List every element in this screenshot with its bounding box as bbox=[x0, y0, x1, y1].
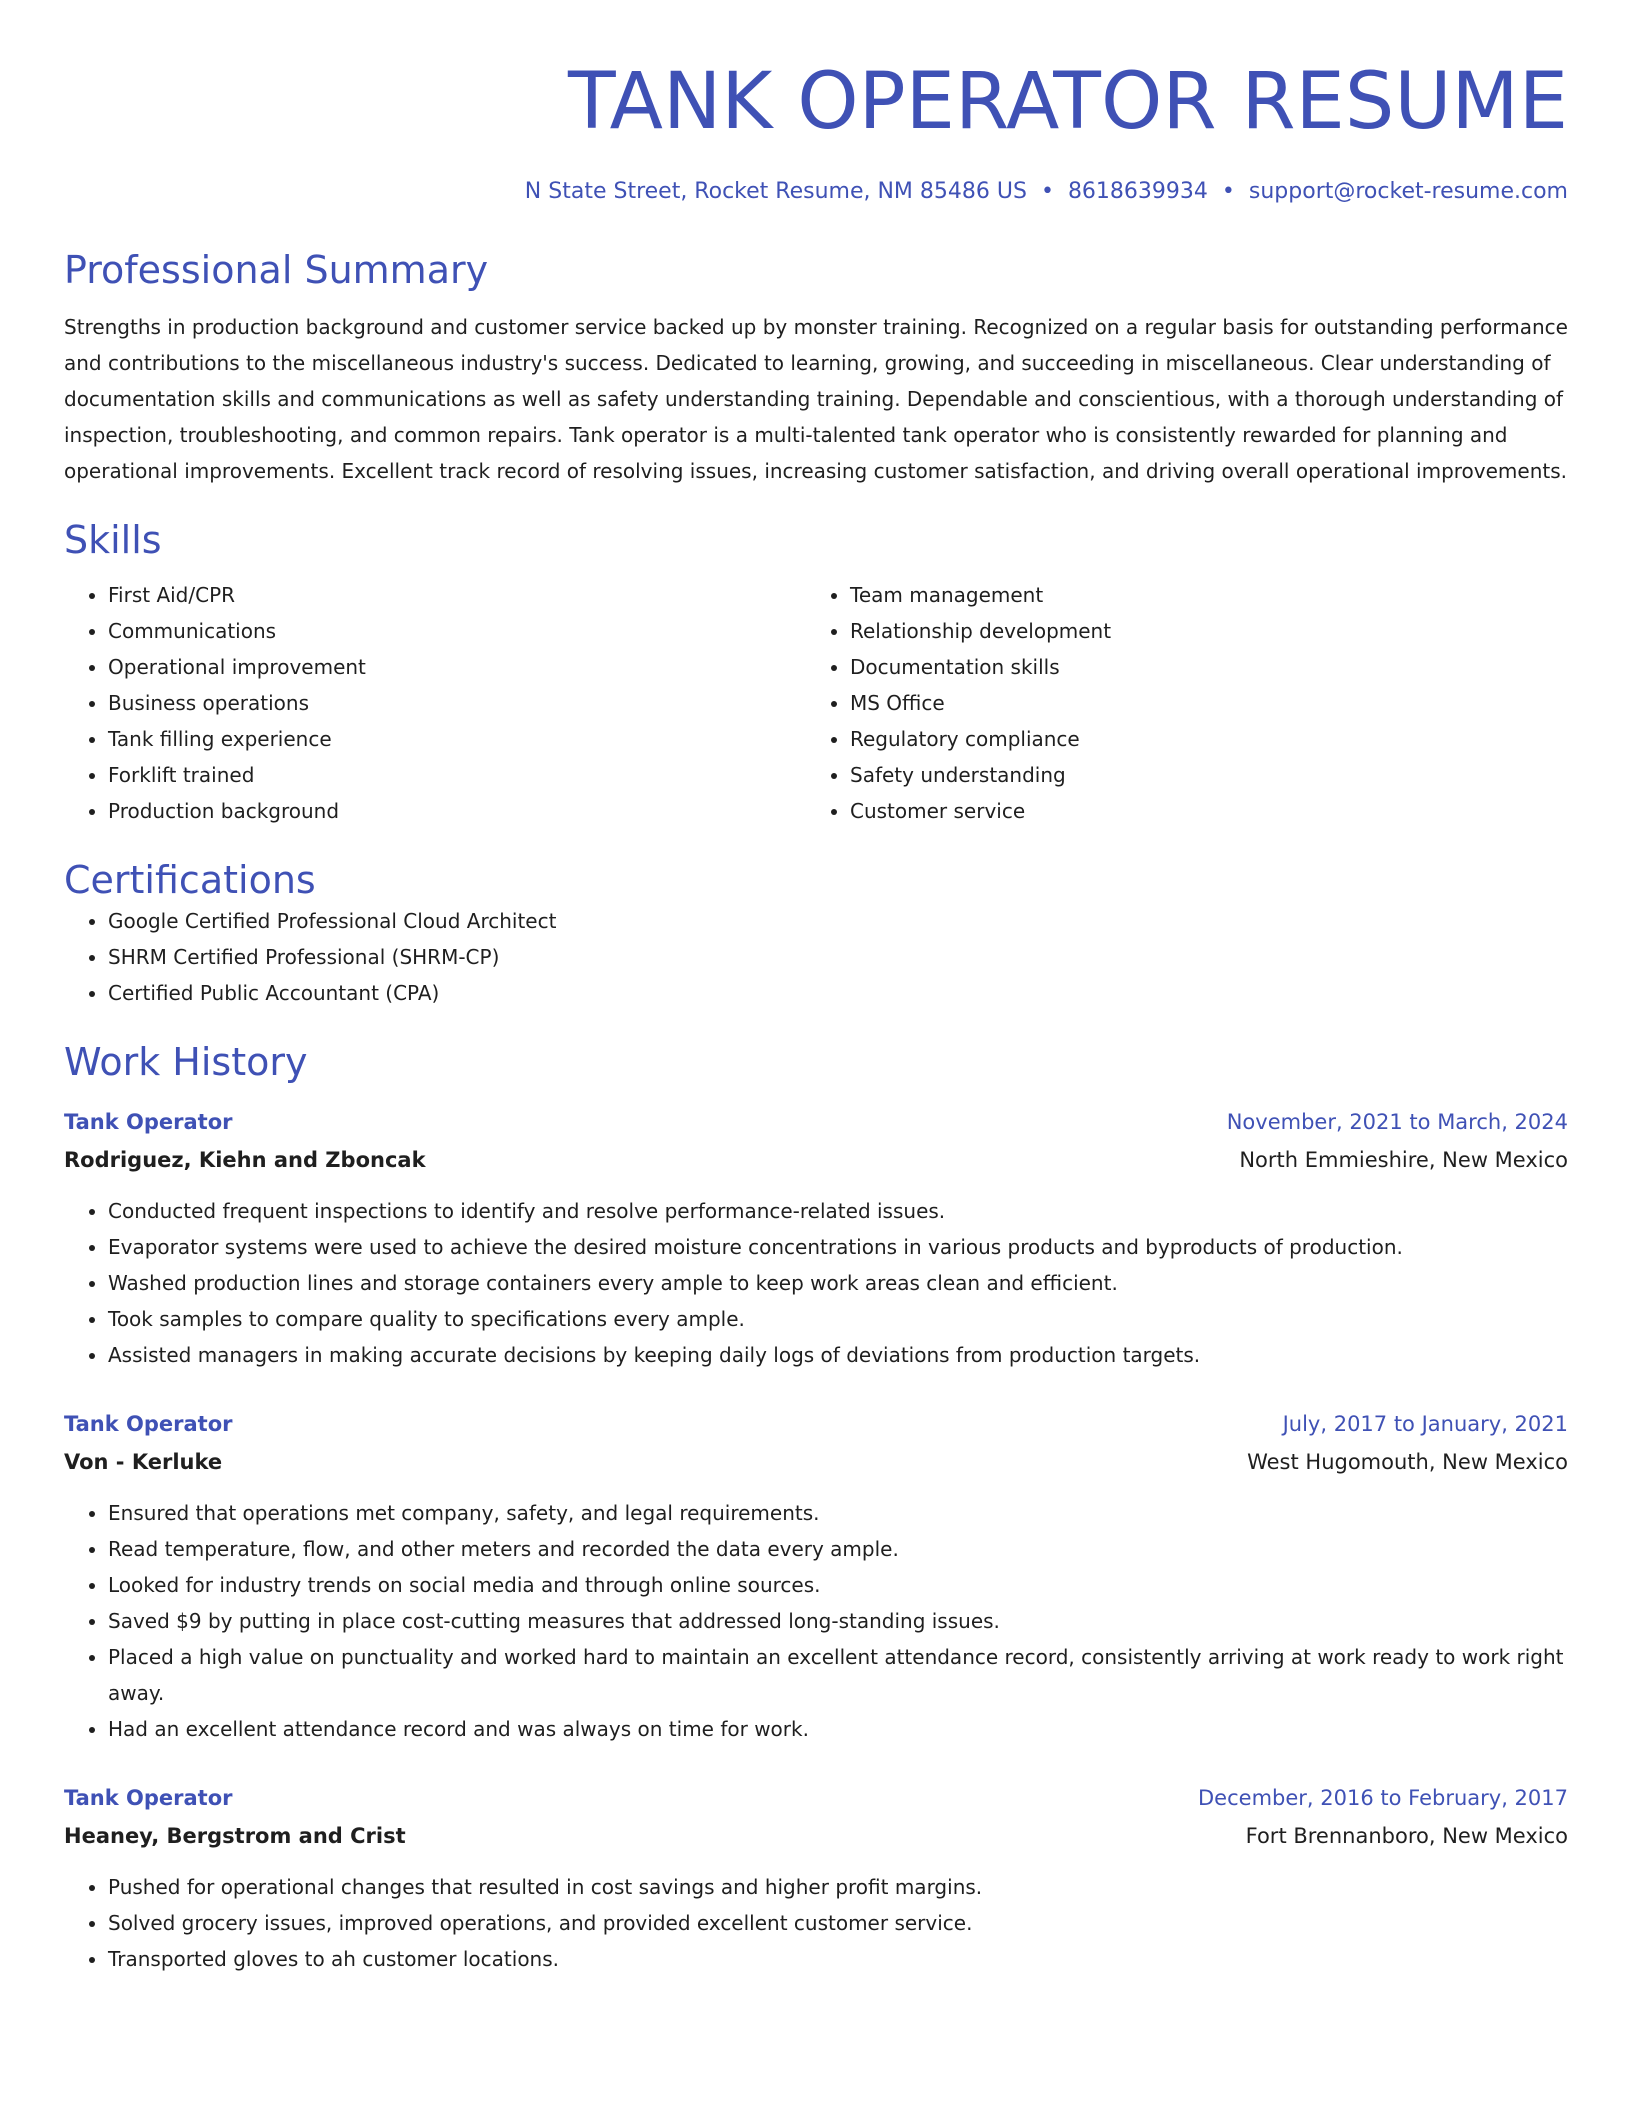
job-company: Heaney, Bergstrom and Crist bbox=[64, 1824, 406, 1848]
job-bullet: • Placed a high value on punctuality and worked hard to maintain an excellent attendance record, consistently arriving at work ready to work right away. bbox=[108, 1639, 1568, 1711]
job-company-row bbox=[64, 1443, 1568, 1481]
job-location: Fort Brennanboro, New Mexico bbox=[1245, 1824, 1568, 1848]
skills-list-right bbox=[806, 577, 1548, 829]
job-bullet: • Conducted frequent inspections to identify and resolve performance-related issues. bbox=[108, 1193, 1568, 1229]
job-bullet: • Saved $9 by putting in place cost-cutting measures that addressed long-standing issues. bbox=[108, 1603, 1568, 1639]
contact-email: support@rocket-resume.com bbox=[1248, 179, 1568, 204]
job-entry bbox=[64, 1405, 1568, 1747]
job-location: West Hugomouth, New Mexico bbox=[1247, 1450, 1568, 1474]
job-dates: December, 2016 to February, 2017 bbox=[1198, 1786, 1568, 1810]
job-bullet: • Transported gloves to ah customer locations. bbox=[108, 1941, 1568, 1977]
certification-item: • Google Certified Professional Cloud Architect bbox=[108, 903, 1568, 939]
job-title: Tank Operator bbox=[64, 1786, 233, 1810]
certification-item: • SHRM Certified Professional (SHRM-CP) bbox=[108, 939, 1568, 975]
certification-item: • Certified Public Accountant (CPA) bbox=[108, 975, 1568, 1011]
skill-item: • Production background bbox=[108, 793, 806, 829]
job-dates: November, 2021 to March, 2024 bbox=[1226, 1110, 1568, 1134]
job-bullet: • Ensured that operations met company, safety, and legal requirements. bbox=[108, 1495, 1568, 1531]
skills-column-right bbox=[806, 577, 1548, 829]
skill-item: • Operational improvement bbox=[108, 649, 806, 685]
job-dates: July, 2017 to January, 2021 bbox=[1282, 1412, 1568, 1436]
job-company: Rodriguez, Kiehn and Zboncak bbox=[64, 1148, 426, 1172]
work-history-heading: Work History bbox=[64, 1040, 308, 1084]
job-title-row bbox=[64, 1779, 1568, 1817]
resume-name: TANK OPERATOR RESUME bbox=[568, 57, 1568, 147]
job-title: Tank Operator bbox=[64, 1110, 233, 1134]
summary-heading: Professional Summary bbox=[64, 248, 489, 292]
job-bullet: • Read temperature, flow, and other meters and recorded the data every ample. bbox=[108, 1531, 1568, 1567]
contact-line bbox=[64, 178, 1568, 206]
job-entry bbox=[64, 1779, 1568, 1977]
skill-item: • Tank filling experience bbox=[108, 721, 806, 757]
summary-text: Strengths in production background and customer service backed up by monster training. Recognized on a regular basis for outstanding performance and contributions to the miscellaneous industry's success. Dedicated to learning, growing, and succeeding in miscellaneous. Clear understanding of documentation skills and communications as well as safety understanding training. Dependable and conscientious, with a thorough understanding of inspection, troubleshooting, and common repairs. Tank operator is a multi-talented tank operator who is consistently rewarded for planning and operational improvements. Excellent track record of resolving issues, increasing customer satisfaction, and driving overall operational improvements. bbox=[64, 315, 1568, 483]
job-location: North Emmieshire, New Mexico bbox=[1239, 1148, 1568, 1172]
job-bullet: • Had an excellent attendance record and was always on time for work. bbox=[108, 1711, 1568, 1747]
skill-item: • Documentation skills bbox=[850, 649, 1548, 685]
contact-separator: • bbox=[1040, 179, 1054, 204]
job-bullet: • Washed production lines and storage containers every ample to keep work areas clean and efficient. bbox=[108, 1265, 1568, 1301]
job-bullet: • Looked for industry trends on social media and through online sources. bbox=[108, 1567, 1568, 1603]
job-title-row bbox=[64, 1405, 1568, 1443]
skill-item: • Customer service bbox=[850, 793, 1548, 829]
resume-header bbox=[64, 0, 1568, 206]
job-bullet: • Took samples to compare quality to specifications every ample. bbox=[108, 1301, 1568, 1337]
job-bullet: • Pushed for operational changes that resulted in cost savings and higher profit margins. bbox=[108, 1869, 1568, 1905]
contact-separator: • bbox=[1221, 179, 1235, 204]
job-entry bbox=[64, 1103, 1568, 1373]
skill-item: • Communications bbox=[108, 613, 806, 649]
job-company-row bbox=[64, 1817, 1568, 1855]
certifications-list bbox=[64, 903, 1568, 1011]
job-bullets bbox=[64, 1193, 1568, 1373]
skill-item: • Team management bbox=[850, 577, 1548, 613]
job-company: Von - Kerluke bbox=[64, 1450, 223, 1474]
job-bullets bbox=[64, 1869, 1568, 1977]
job-bullet: • Evaporator systems were used to achieve the desired moisture concentrations in various products and byproducts of production. bbox=[108, 1229, 1568, 1265]
skill-item: • MS Office bbox=[850, 685, 1548, 721]
contact-phone: 8618639934 bbox=[1067, 179, 1208, 204]
job-bullet: • Solved grocery issues, improved operations, and provided excellent customer service. bbox=[108, 1905, 1568, 1941]
certifications-heading: Certifications bbox=[64, 858, 316, 902]
skills-heading: Skills bbox=[64, 518, 162, 562]
job-bullet: • Assisted managers in making accurate decisions by keeping daily logs of deviations from production targets. bbox=[108, 1337, 1568, 1373]
resume-page bbox=[64, 0, 1568, 1977]
skill-item: • First Aid/CPR bbox=[108, 577, 806, 613]
job-title: Tank Operator bbox=[64, 1412, 233, 1436]
skill-item: • Business operations bbox=[108, 685, 806, 721]
skill-item: • Safety understanding bbox=[850, 757, 1548, 793]
job-company-row bbox=[64, 1141, 1568, 1179]
contact-address: N State Street, Rocket Resume, NM 85486 US bbox=[524, 179, 1027, 204]
skills-columns bbox=[64, 577, 1568, 829]
skill-item: • Relationship development bbox=[850, 613, 1548, 649]
skill-item: • Forklift trained bbox=[108, 757, 806, 793]
skill-item: • Regulatory compliance bbox=[850, 721, 1548, 757]
skills-list-left bbox=[64, 577, 806, 829]
job-title-row bbox=[64, 1103, 1568, 1141]
skills-column-left bbox=[64, 577, 806, 829]
job-bullets bbox=[64, 1495, 1568, 1747]
